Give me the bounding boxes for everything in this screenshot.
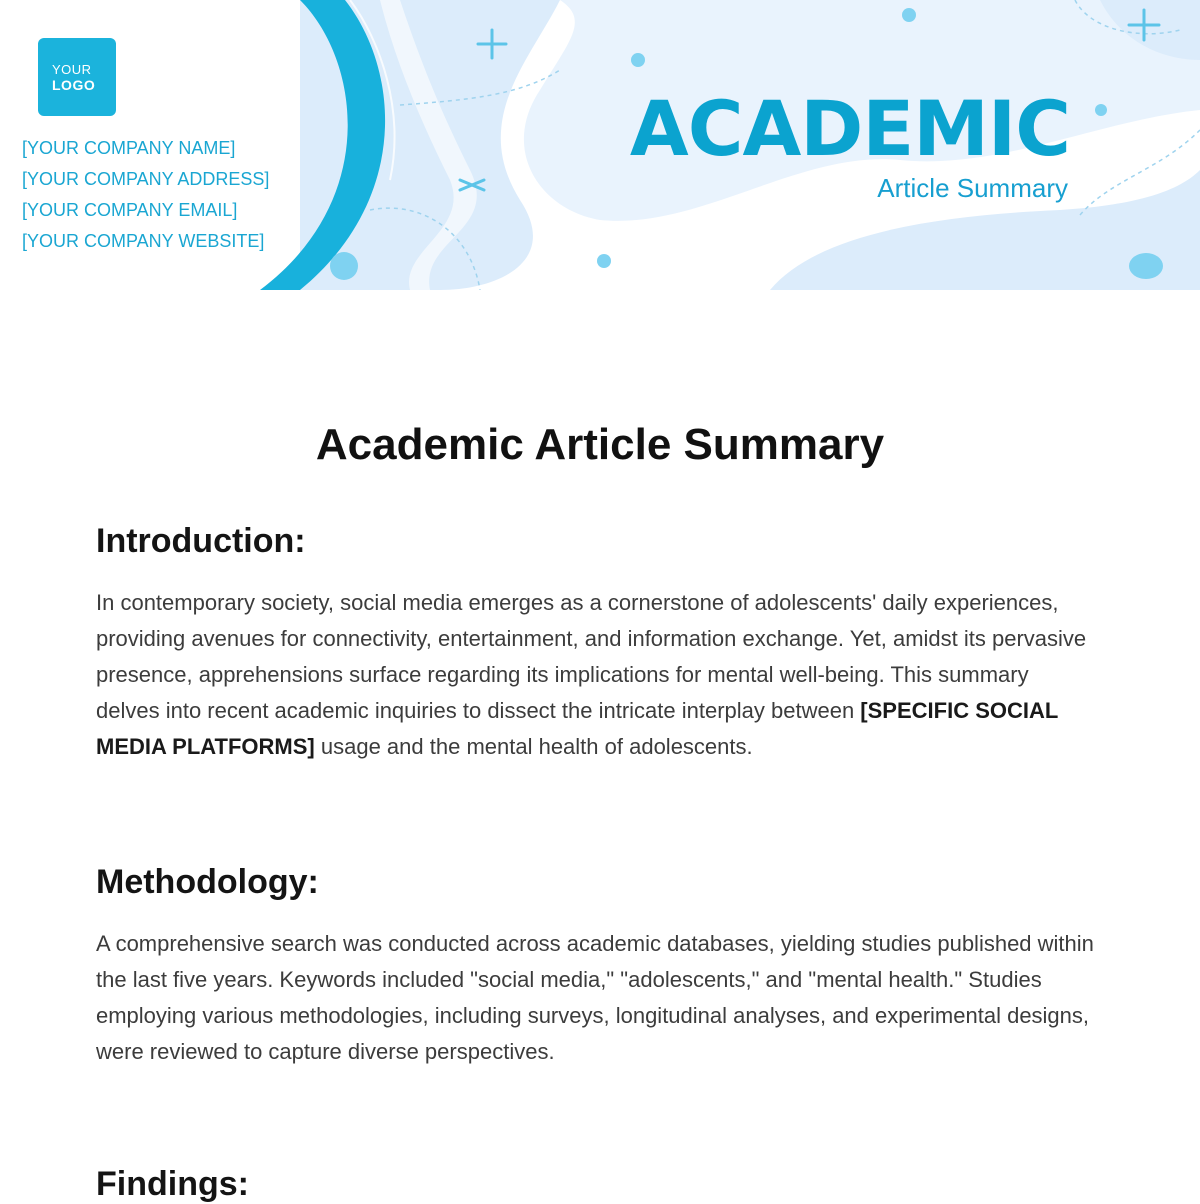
section-text-introduction	[96, 585, 1096, 765]
company-info	[22, 133, 269, 257]
banner-title: ACADEMIC	[629, 84, 1070, 173]
company-logo	[38, 38, 116, 116]
company-email: [YOUR COMPANY EMAIL]	[22, 200, 238, 220]
logo-line-2: LOGO	[52, 76, 96, 93]
header-banner	[0, 0, 1200, 290]
section-heading-methodology: Methodology:	[96, 863, 319, 901]
document-title: Academic Article Summary	[315, 420, 885, 469]
intro-text-after: usage and the mental health of adolescents.	[314, 734, 753, 759]
logo-line-1: YOUR	[52, 61, 92, 77]
section-text-methodology: A comprehensive search was conducted across academic databases, yielding studies published within the last five years. Keywords included "social media," "adolescents," and "mental health." Studies employing various methodologies, including surveys, longitudinal analyses, and experimental designs, were reviewed to capture diverse perspectives.	[96, 931, 1094, 1064]
banner-subtitle: Article Summary	[877, 173, 1068, 203]
company-website: [YOUR COMPANY WEBSITE]	[22, 231, 265, 251]
company-address: [YOUR COMPANY ADDRESS]	[22, 169, 270, 189]
section-heading-findings: Findings:	[96, 1165, 249, 1203]
company-name: [YOUR COMPANY NAME]	[22, 138, 236, 158]
section-heading-introduction: Introduction:	[96, 522, 306, 560]
platforms-placeholder: [SPECIFIC SOCIAL MEDIA PLATFORMS]	[96, 698, 1058, 759]
intro-text-before: In contemporary society, social media emerges as a cornerstone of adolescents' daily experiences, providing avenues for connectivity, entertainment, and information exchange. Yet, amidst its pervasive presence, apprehensions surface regarding its implications for mental well-being. This summary delves into recent academic inquiries to dissect the intricate interplay between	[96, 590, 1087, 723]
